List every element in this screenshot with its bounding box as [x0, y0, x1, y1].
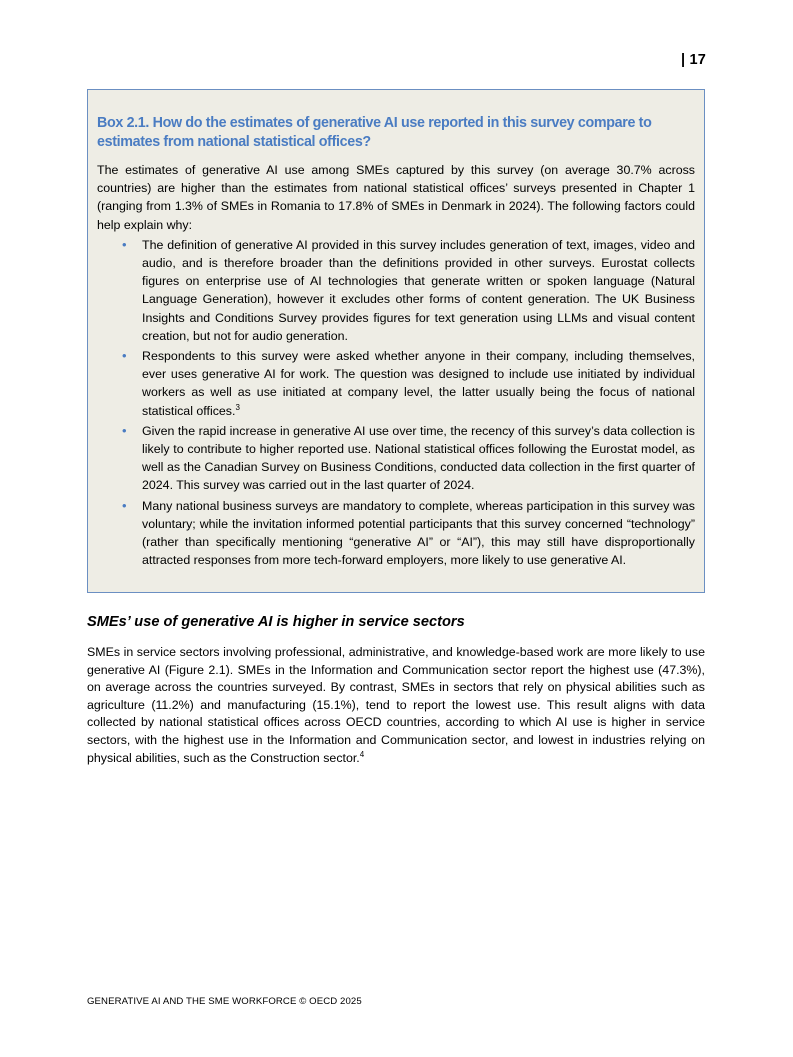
box-intro-paragraph: The estimates of generative AI use among SMEs captured by this survey (on average 30.7% across countries) are higher than the estimates from national statistical offices’ surveys presented in Chapter 1 (ranging from 1.3% of SMEs in Romania to 17.8% of SMEs in Denmark in 2024). The following factors could help explain why: [97, 163, 695, 232]
section-body-text: SMEs in service sectors involving professional, administrative, and knowledge-based work are more likely to use generative AI (Figure 2.1). SMEs in the Information and Communication sector report the highest use (47.3%), on average across the countries surveyed. By contrast, SMEs in sectors that rely on physical abilities such as agriculture (11.2%) and manufacturing (15.1%), tend to report the lowest use. This result aligns with data collected by national statistical offices across OECD countries, according to which AI use is higher in service sectors, with the highest use in the Information and Communication sector, and lowest in industries relying on physical abilities, such as the Construction sector. [87, 645, 705, 765]
box-2-1 [87, 89, 705, 593]
box-title: Box 2.1. How do the estimates of generative AI use reported in this survey compare to estimates from national statistical offices? [97, 115, 652, 150]
list-item [97, 422, 695, 495]
list-item-text: The definition of generative AI provided in this survey includes generation of text, images, video and audio, and is therefore broader than the definitions provided in other surveys. Eurostat collects figures on enterprise use of AI technologies that generate written or spoken language (Natural Language Generation), however it excludes other forms of content generation. The UK Business Insights and Conditions Survey provides figures for text generation using LLMs and visual content creation, but not for audio generation. [142, 237, 695, 343]
list-item [97, 236, 695, 345]
list-item-text: Many national business surveys are mandatory to complete, whereas participation in this survey was voluntary; while the invitation informed potential participants that this survey concerned “technology” (rather than specifically mentioning “generative AI” or “AI”), this may still have disproportionally attracted responses from more tech-forward employers, more likely to use generative AI. [142, 498, 695, 568]
bullet-icon: • [122, 348, 127, 364]
list-item [97, 347, 695, 420]
section-heading: SMEs’ use of generative AI is higher in service sectors [87, 614, 465, 630]
bullet-icon: • [122, 497, 127, 513]
bullet-icon: • [122, 236, 127, 252]
page-number: | 17 [680, 52, 706, 68]
list-item [97, 497, 695, 570]
footnote-marker[interactable]: 4 [359, 749, 365, 759]
section-body-paragraph [87, 644, 705, 767]
list-item-text: Respondents to this survey were asked whether anyone in their company, including themselves, ever uses generative AI for work. The question was designed to include use initiated by individual workers as well as use initiated at company level, the latter usually being the focus of national statistical offices. [142, 349, 695, 418]
footnote-marker[interactable]: 3 [235, 402, 240, 412]
list-item-text: Given the rapid increase in generative AI use over time, the recency of this survey’s data collection is likely to contribute to higher reported use. National statistical offices following the Eurostat model, as well as the Canadian Survey on Business Conditions, conducted data collection in the first quarter of 2024. This survey was carried out in the last quarter of 2024. [142, 423, 695, 493]
bullet-list [97, 236, 695, 570]
bullet-icon: • [122, 422, 127, 438]
page-footer: GENERATIVE AI AND THE SME WORKFORCE © OECD 2025 [87, 996, 362, 1007]
